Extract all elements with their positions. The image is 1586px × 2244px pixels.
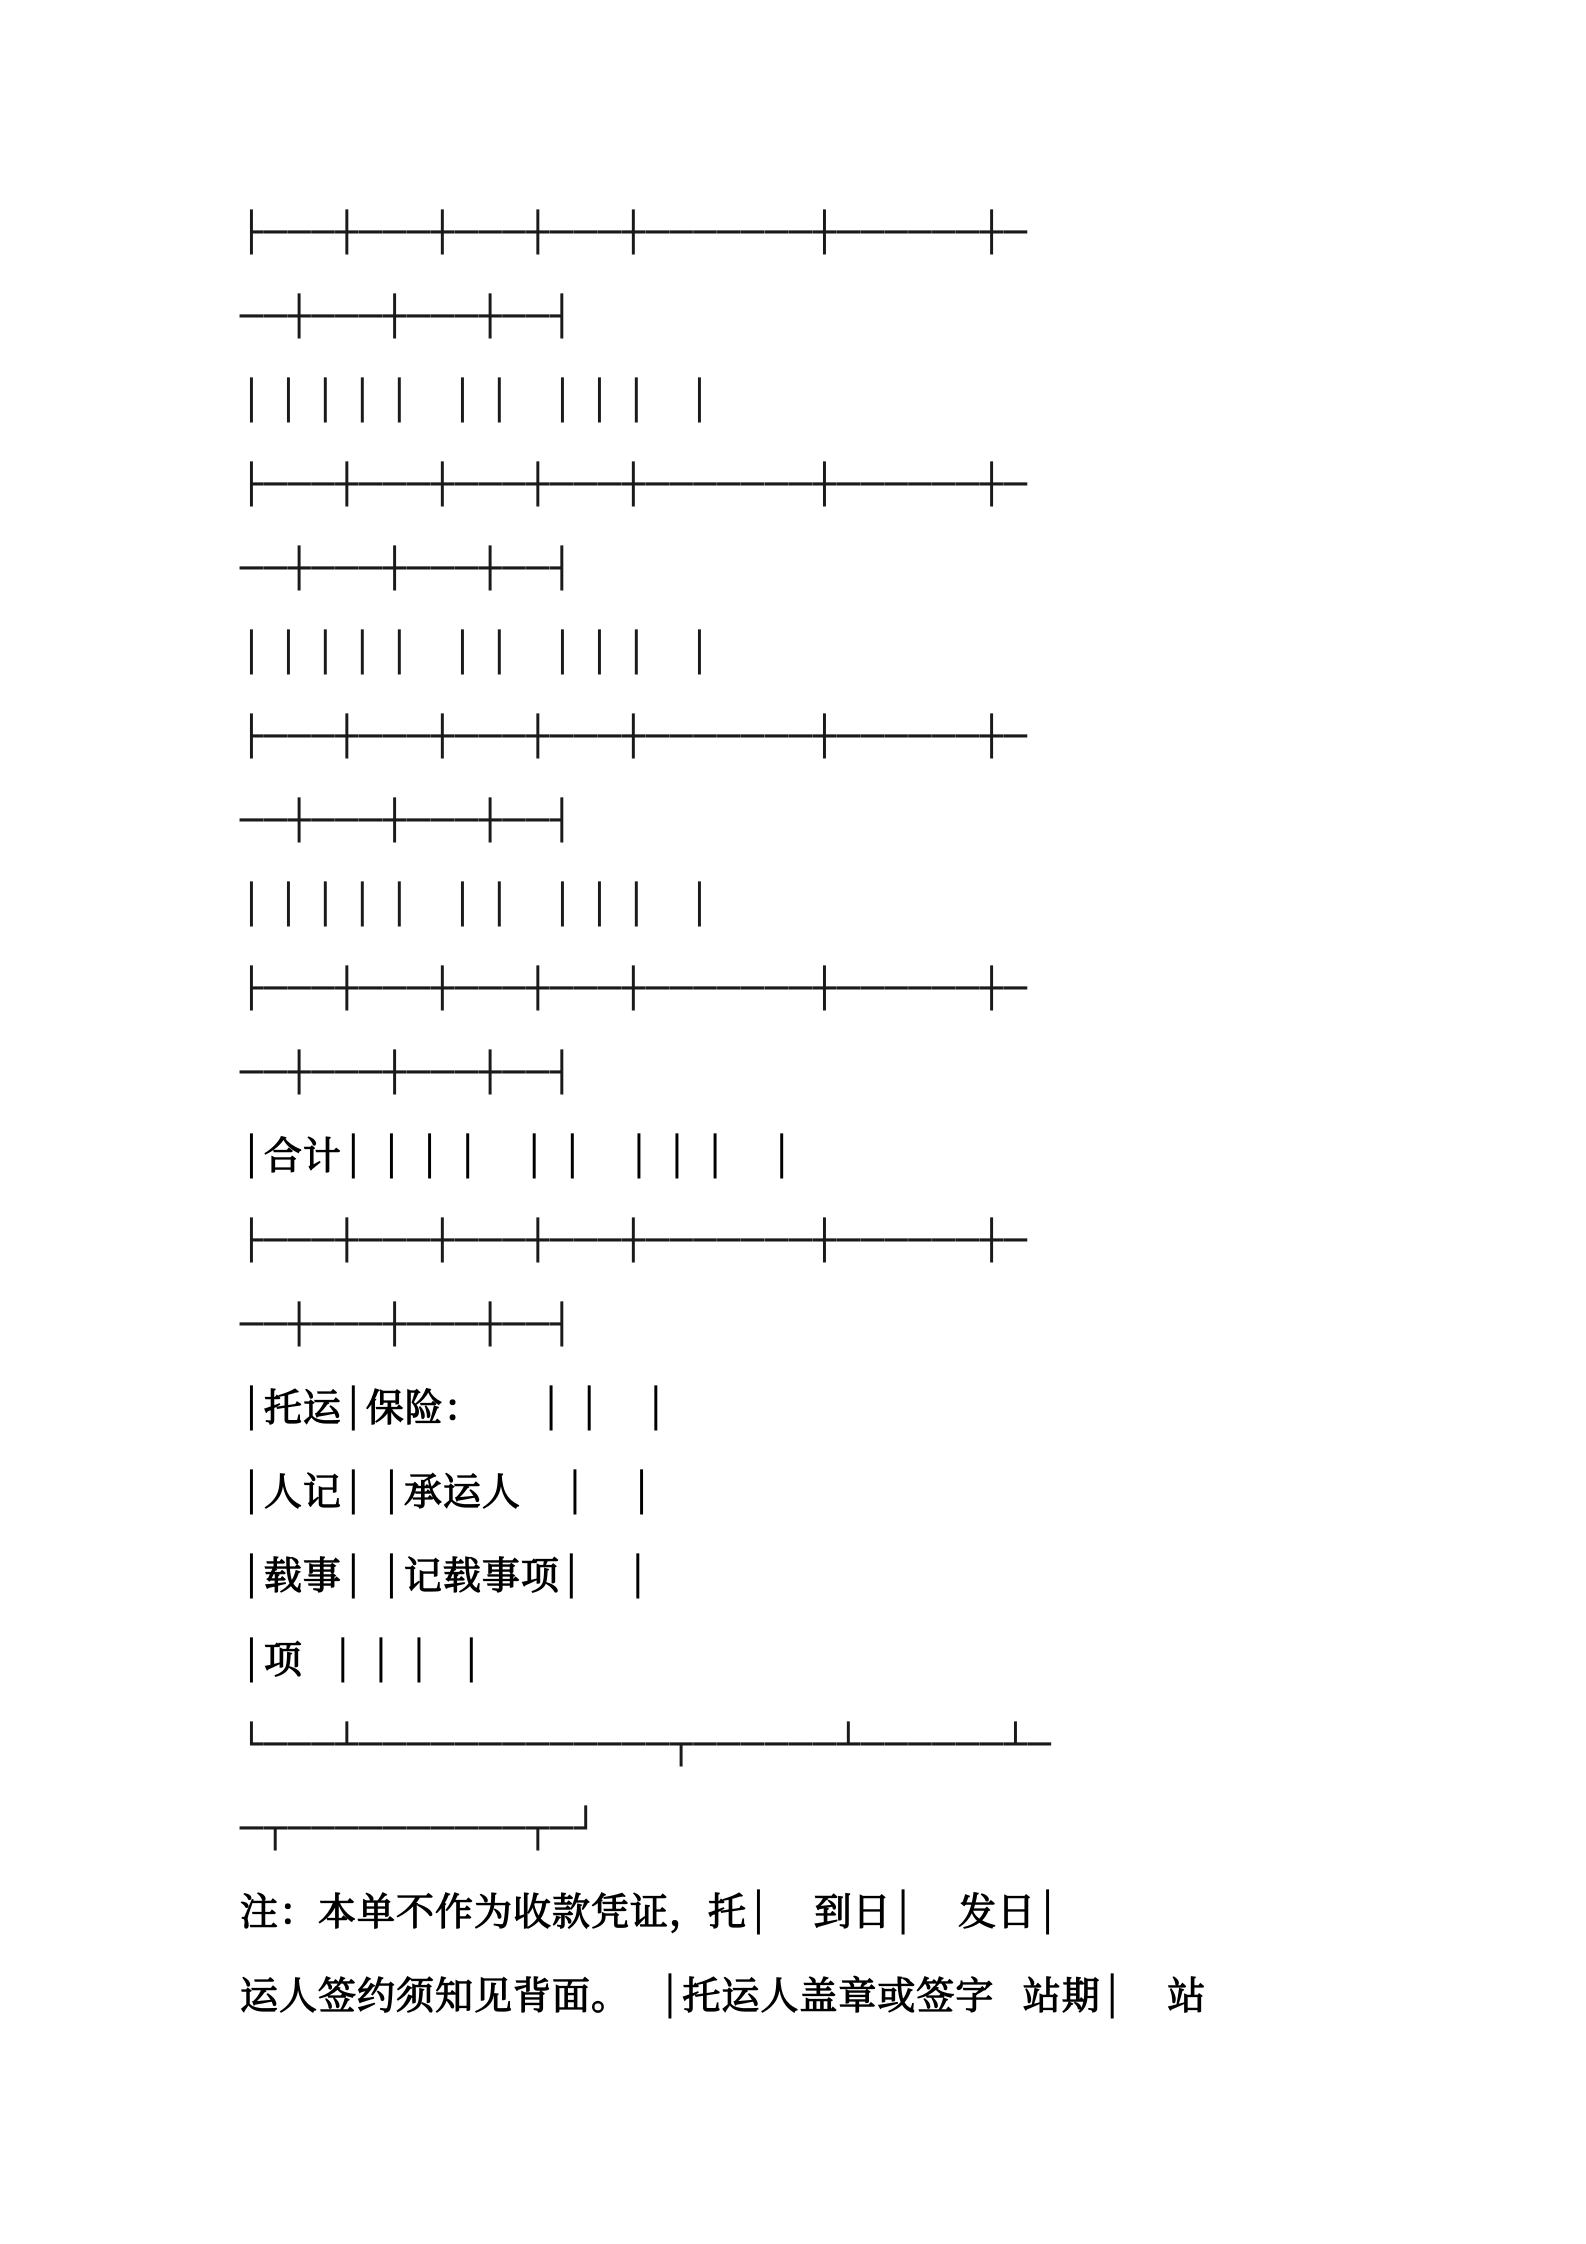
table-border-line: ├───┼───┼───┼───┼───────┼──────┼─	[240, 210, 1028, 254]
table-border-line: ├───┼───┼───┼───┼───────┼──────┼─	[240, 462, 1028, 506]
table-row: │ │ │ │ │ │ │ │ │ │ │	[240, 882, 712, 926]
shipper-notes-row: │托运│保险： │ │ │	[240, 1386, 669, 1430]
table-border-line: ──┼───┼───┼──┤	[240, 546, 575, 590]
footer-note: 运人签约须知见背面。 │托运人盖章或签字 站期│ 站	[240, 1974, 1207, 2018]
table-border-line: ──┼───┼───┼──┤	[240, 798, 575, 842]
table-border-line: ──┼───┼───┼──┤	[240, 294, 575, 338]
table-border-line: ─┬──────────┬─┘	[240, 1806, 599, 1850]
shipper-notes-row: │人记│ │承运人 │ │	[240, 1470, 654, 1514]
table-border-line: ├───┼───┼───┼───┼───────┼──────┼─	[240, 1218, 1028, 1262]
table-border-line: ├───┼───┼───┼───┼───────┼──────┼─	[240, 714, 1028, 758]
table-border-line: ├───┼───┼───┼───┼───────┼──────┼─	[240, 966, 1028, 1010]
table-row: │ │ │ │ │ │ │ │ │ │ │	[240, 630, 712, 674]
table-border-line: ──┼───┼───┼──┤	[240, 1302, 575, 1346]
table-row: │ │ │ │ │ │ │ │ │ │ │	[240, 378, 712, 422]
table-border-line: └───┴─────────────┬──────┴──────┴─	[240, 1722, 1052, 1766]
table-border-line: ──┼───┼───┼──┤	[240, 1050, 575, 1094]
footer-note: 注：本单不作为收款凭证，托│ 到日│ 发日│	[240, 1890, 1061, 1934]
shipper-notes-row: │项 │ │ │ │	[240, 1638, 484, 1682]
shipper-notes-row: │载事│ │记载事项│ │	[240, 1554, 651, 1598]
total-row: │合计│ │ │ │ │ │ │ │ │ │	[240, 1134, 795, 1178]
